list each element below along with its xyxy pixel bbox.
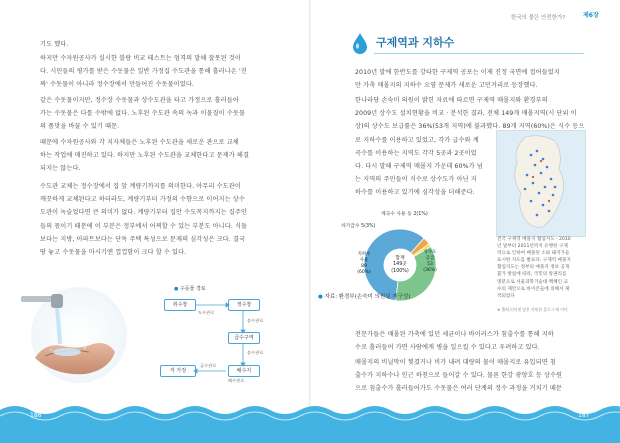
map-credit: ★ 출처:인터넷 앞은 지원한 블로그 에 이미 [497, 307, 568, 312]
edge-label-3: 송수관로 [247, 350, 264, 355]
diagram-title-text: 수돗물 경로 [179, 286, 206, 292]
left-paragraph-2: 하지만 수자원공사가 실시한 블랑 비교 테스트는 엄격의 말해 잘못된 것이 다. 시민들의 평가를 받은 수돗물은 일반 가정집 수도관을 통해 흘러나온 '진 짜' 수돗물이 아니라 정수장에서 만들어진 수돗물이었다. [40, 55, 247, 89]
bullet-icon: ● [174, 286, 179, 292]
chart-source [318, 292, 410, 300]
left-paragraph-1: 기도 했다. [40, 41, 69, 48]
right-paragraph-3: 전문가들은 매몰된 가축에 있던 세균이나 바이러스가 침출수를 통해 지하 수로 흘러들어 가면 사람에게 병을 일으킬 수 있다고 우려하고 있다. [355, 331, 554, 352]
diagram-arrows [150, 282, 300, 387]
water-hands-photo [15, 286, 143, 384]
left-page-number: 186 [30, 412, 42, 419]
chapter-badge: 제6장 [583, 12, 599, 19]
left-page [0, 0, 309, 443]
burial-site-map [496, 130, 586, 237]
edge-label-2: 송수관로 [247, 318, 264, 323]
edge-label-4: 급수관로 [200, 363, 217, 368]
right-paragraph-2: 한나라당 손숙미 의원이 밝힌 자료에 따르면 구제역 매몰지와 환경부의 2009년 상수도 설치현황을 비교 · 분석한 결과, 전체 149개 매몰지역(시 단위 이 상)의 상수도 보급률은 36%(53개 지역)에 불과했다. 89개 지역(60%)은 식수 등으 로 지하수를 이용하고 있었고, 각가 급수와 계 곡수를 이용하는 지역도 각각 5곳과 2곳이었 다. 다시 말해 구제역 매몰지 가운데 60%가 넘 는 지역의 주민들이 식수로 상수도가 아닌 지 하수를 이용하고 있기에 심각성을 더해준다. [355, 97, 585, 197]
pie-slice-label-groundwater: 지하수 사용 89 (60%) [357, 252, 371, 275]
left-paragraph-4: 때문에 수자원공사와 각 지자체들은 노후된 수도관을 새로운 관으로 교체 하는 작업에 매진하고 있다. 하지만 노후된 수도관을 교체한다고 문제가 해결 되지는 않는다. [40, 139, 250, 173]
source-text: 자료: 환경부(손숙미 의원실 재구성) [324, 294, 411, 300]
right-page [311, 0, 620, 443]
pie-label-valley: 계곡수 사용 등 2(1%) [381, 212, 428, 217]
pie-center-label [385, 256, 415, 275]
bottom-wave-border [0, 398, 620, 443]
node-intake: 취수장 [164, 299, 196, 311]
running-header: 한국의 물은 안전한가? [511, 15, 566, 21]
left-paragraph-5: 수도관 교체는 정수장에서 집 앞 계량기까지를 의미한다. 아무리 수도관이 깨끗하게 교체된다고 하더라도, 계량기부터 가정의 수향으로 이어지는 상수 도관이 녹슬었다면 큰 의미가 없다. 계량기부터 집안 수도꼭지까지는 집주인 들의 몫이기 때문에 이 부분은 정부에서 어찌할 수 있는 부분도 아니다. 식돌 보다는 지방, 아파트보다는 단독 주택 특성으로 문제의 심각성은 크다. 결국 땅 놓고 수돗물을 마시기엔 껍껍함이 크다 할 수 있다. [40, 183, 248, 257]
node-household: 각 가정 [160, 365, 196, 377]
pie-label-self: 차가급수 5(3%) [341, 224, 376, 229]
right-paragraph-4: 매몰지의 비닐막이 찢겼거나 비가 내려 대량의 물이 매몰지로 유입되면 침 출수가 지하수나 인근 하천으로 들어갈 수 있다. 물론 한강 광양호 등 상수원 으로 침출수가 흘러들어가도 수돗물은 여러 단계의 정수 과정을 거치기 때문 [355, 359, 563, 393]
right-paragraph-1: 2010년 말에 한반도를 강타한 구제역 공포는 이제 진정 국면에 접어들었지 만 가축 매몰지의 지하수 오염 문제가 새로운 고민거리로 등장했다. [355, 69, 560, 90]
node-reservoir: 배수지 [228, 365, 260, 377]
right-page-number: 187 [578, 412, 590, 419]
node-supply-zone: 급수구역 [228, 332, 260, 344]
center-total-value: 149곳 [393, 262, 407, 268]
node-purification: 정수장 [228, 299, 260, 311]
pie-slice-label-water-supply: 상수도 공급 53 (36%) [423, 250, 437, 273]
pie-chart [341, 210, 466, 320]
water-route-diagram [150, 282, 300, 387]
source-bullet-icon: ● [318, 294, 323, 300]
edge-label-5: 배수관로 [228, 378, 245, 383]
center-total-label: 합계 [395, 256, 405, 261]
edge-label-1: 도수관로 [198, 310, 215, 315]
left-paragraph-3: 같은 수돗물이지만, 정수장 수돗물과 상수도관을 타고 가정으로 흘러들어 가는 수돗물은 다를 수밖에 없다. 노후된 수도관 속의 녹과 이물질이 수돗물 의 품맛을 바꿀 수 있기 때문. [40, 97, 246, 131]
section-heading [350, 32, 590, 56]
water-drop-icon [350, 32, 370, 54]
center-total-percent: (100%) [391, 268, 409, 274]
title-underline [374, 53, 584, 54]
section-title: 구제역과 지하수 [376, 36, 455, 49]
map-caption: 전국 구제역 매몰지 협업지도 · 2010 년 말부터 2011년까지 유행한 구제 역으로 인하여 매몰된 소와 돼지가들 표시한 지도를 발표다. 구제역 매몰지 협업지도는 정부의 매몰지 정보 공개 불가 방침에 따라, 국민의 알권리를 명분으로 서울과학기술대 백혜인 교 수의 제안으로 바이콘들에 의해서 제 작되었다 [497, 237, 571, 299]
